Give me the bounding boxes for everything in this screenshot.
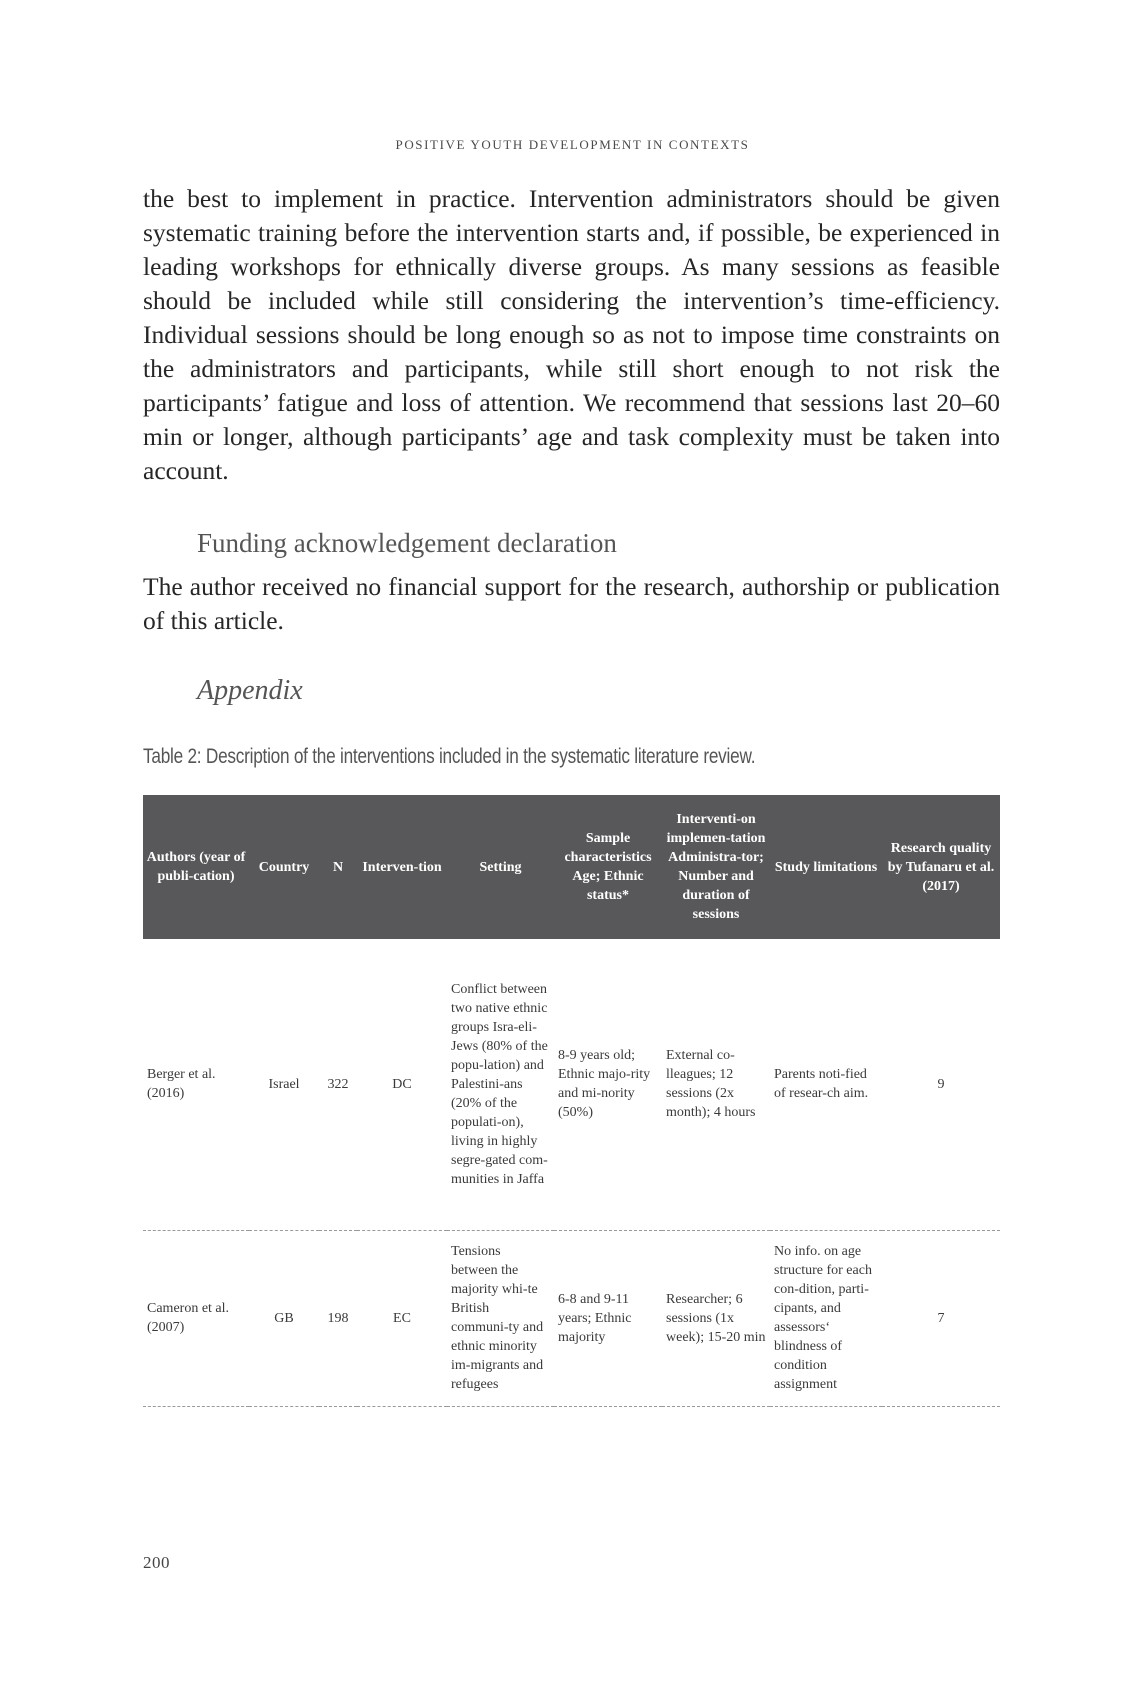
cell-intervention: DC — [357, 939, 447, 1230]
table-caption: Table 2: Description of the interventions included in the systematic literature review. — [143, 745, 756, 768]
cell-sample: 8-9 years old; Ethnic majo-rity and mi-nority (50%) — [554, 939, 662, 1230]
cell-country: Israel — [249, 939, 319, 1230]
header-country: Country — [249, 795, 319, 939]
page-number: 200 — [143, 1553, 170, 1572]
cell-quality: 7 — [882, 1230, 1000, 1406]
cell-authors: Cameron et al. (2007) — [143, 1230, 249, 1406]
header-implementation: Interventi-on implemen-tation Administra-tor; Number and duration of sessions — [662, 795, 770, 939]
header-quality: Research quality by Tufanaru et al. (2017) — [882, 795, 1000, 939]
table-row — [143, 1230, 1000, 1406]
running-head: POSITIVE YOUTH DEVELOPMENT IN CONTEXTS — [395, 137, 750, 152]
cell-implementation: External co-lleagues; 12 sessions (2x month); 4 hours — [662, 939, 770, 1230]
header-limitations: Study limitations — [770, 795, 882, 939]
header-n: N — [319, 795, 357, 939]
header-setting: Setting — [447, 795, 554, 939]
cell-setting: Tensions between the majority whi-te British communi-ty and ethnic minority im-migrants and refugees — [447, 1230, 554, 1406]
cell-n: 198 — [319, 1230, 357, 1406]
cell-country: GB — [249, 1230, 319, 1406]
table-row — [143, 939, 1000, 1230]
cell-n: 322 — [319, 939, 357, 1230]
header-intervention: Interven-tion — [357, 795, 447, 939]
body-paragraph — [143, 182, 1000, 488]
cell-sample: 6-8 and 9-11 years; Ethnic majority — [554, 1230, 662, 1406]
cell-limitations: Parents noti-fied of resear-ch aim. — [770, 939, 882, 1230]
table-header-row — [143, 795, 1000, 939]
header-authors: Authors (year of publi-cation) — [143, 795, 249, 939]
cell-setting: Conflict between two native ethnic groups Isra-eli-Jews (80% of the popu-lation) and Palestini-ans (20% of the populati-on), living in highly segre-gated com-munities in Jaffa — [447, 939, 554, 1230]
funding-heading: Funding acknowledgement declaration — [197, 528, 617, 558]
header-sample: Sample characteristics Age; Ethnic status* — [554, 795, 662, 939]
appendix-heading: Appendix — [197, 675, 303, 706]
cell-intervention: EC — [357, 1230, 447, 1406]
cell-limitations: No info. on age structure for each con-dition, parti-cipants, and assessors‘ blindness of condition assignment — [770, 1230, 882, 1406]
cell-quality: 9 — [882, 939, 1000, 1230]
cell-authors: Berger et al. (2016) — [143, 939, 249, 1230]
funding-text-body: The author received no financial support for the research, authorship or publication of this article. — [143, 572, 1000, 635]
funding-text — [143, 570, 1000, 638]
body-paragraph-text: the best to implement in practice. Intervention administrators should be given systematic training before the intervention starts and, if possible, be experienced in leading workshops for ethnically diverse groups. As many sessions as feasible should be included while still considering the intervention’s time-efficiency. Individual sessions should be long enough so as not to impose time constraints on the administrators and participants, while still short enough to not risk the participants’ fatigue and loss of attention. We recommend that sessions last 20–60 min or longer, although participants’ age and task complexity must be taken into account. — [143, 184, 1000, 485]
cell-implementation: Researcher; 6 sessions (1x week); 15-20 min — [662, 1230, 770, 1406]
interventions-table — [143, 795, 1000, 1407]
